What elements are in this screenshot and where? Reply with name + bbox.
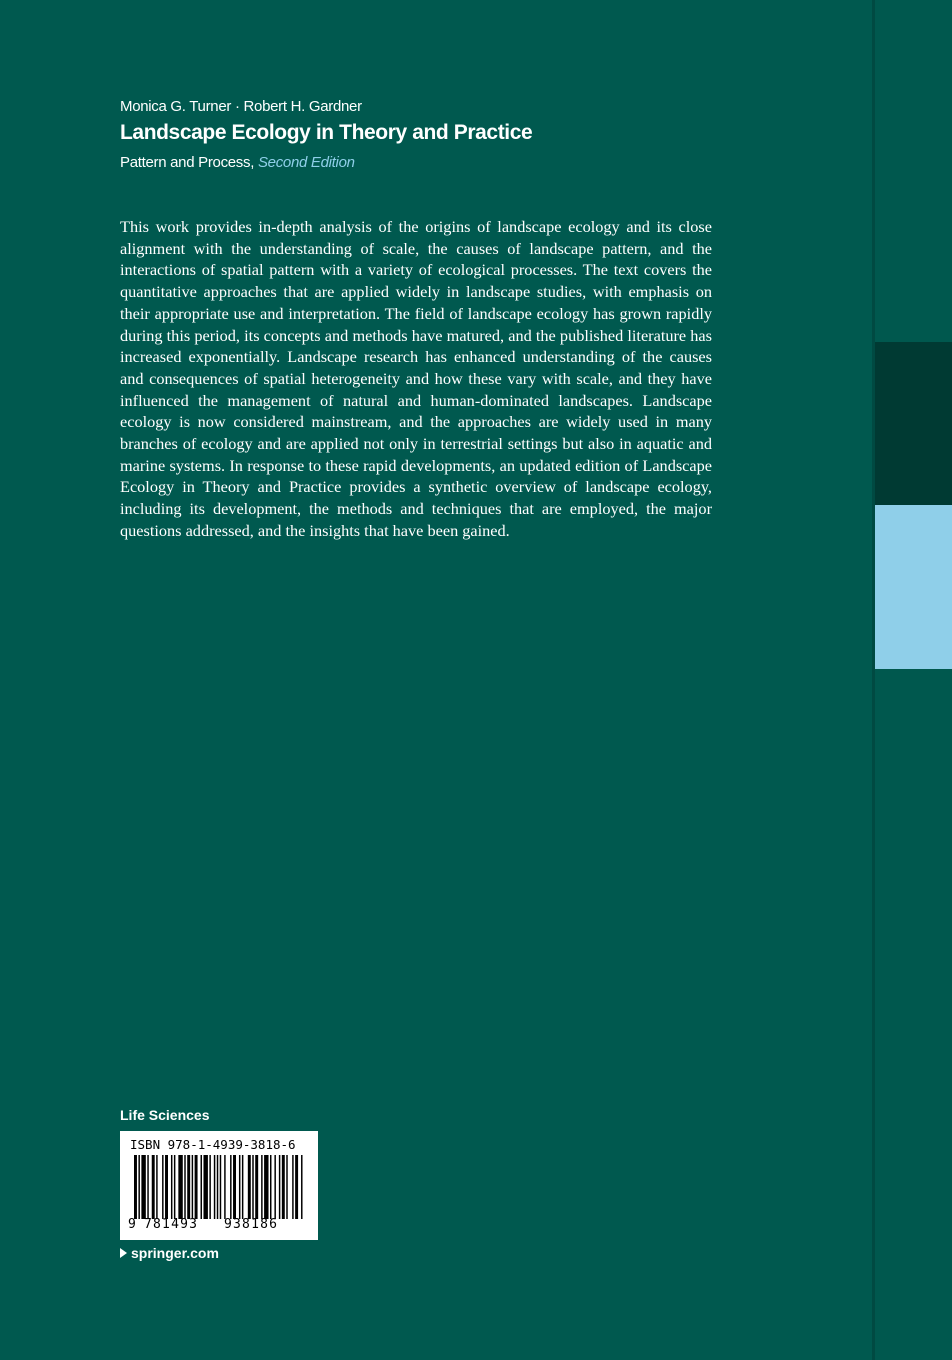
barcode-bar — [261, 1155, 262, 1219]
barcode-bar — [233, 1155, 236, 1219]
edition-label: Second Edition — [257, 154, 355, 171]
barcode-bar — [214, 1155, 215, 1219]
barcode-bar — [264, 1155, 268, 1219]
barcode-bar — [147, 1155, 148, 1219]
barcode-bar — [292, 1155, 293, 1219]
barcode-bar — [152, 1155, 155, 1219]
isbn-label: ISBN 978-1-4939-3818-6 — [130, 1137, 296, 1152]
side-band-dark-block — [875, 342, 952, 505]
barcode-bar — [270, 1155, 271, 1219]
barcode-bar — [138, 1155, 139, 1219]
publisher-label: springer.com — [131, 1245, 219, 1261]
barcode-bar — [203, 1155, 207, 1219]
barcode-bar — [187, 1155, 190, 1219]
barcode-first-digit: 9 — [128, 1217, 138, 1232]
barcode-bar — [248, 1155, 251, 1219]
barcode-bar — [220, 1155, 221, 1219]
barcode-bar — [239, 1155, 240, 1219]
book-authors: Monica G. Turner · Robert H. Gardner — [120, 98, 362, 115]
barcode-bar — [295, 1155, 298, 1219]
book-description: This work provides in-depth analysis of the origins of landscape ecology and its close alignment with the understanding of scale, the causes of landscape pattern, and the interactions of spatial pattern with a variety of ecological processes. The text covers the quantitative approaches that are applied widely in landscape studies, with emphasis on their appropriate use and interpretation. The field of landscape ecology has grown rapidly during this period, its concepts and methods have matured, and the published literature has increased exponentially. Landscape research has enhanced understanding of the causes and consequences of spatial heterogeneity and how these vary with scale, and they have influenced the management of natural and human-dominated landscapes. Landscape ecology is now considered mainstream, and the approaches are widely used in many branches of ecology and are applied not only in terrestrial settings but also in aquatic and marine systems. In response to these rapid developments, an updated edition of Landscape Ecology in Theory and Practice provides a synthetic overview of landscape ecology, including its development, the methods and techniques that are employed, the major questions addressed, and the insights that have been gained. — [120, 217, 712, 540]
barcode-bar — [162, 1155, 163, 1219]
book-title: Landscape Ecology in Theory and Practice — [120, 121, 533, 144]
subtitle-main: Pattern and Process, — [120, 154, 255, 171]
barcode-bar — [255, 1155, 258, 1219]
barcode-bar — [242, 1155, 243, 1219]
side-color-band — [875, 0, 952, 1360]
barcode-bar — [195, 1155, 198, 1219]
barcode-bar — [274, 1155, 275, 1219]
barcode-bar — [171, 1155, 172, 1219]
arrow-right-icon — [120, 1248, 127, 1258]
isbn-barcode-panel — [120, 1131, 318, 1240]
barcode-bar — [134, 1155, 137, 1219]
barcode-bar — [217, 1155, 218, 1219]
barcode-bar — [279, 1155, 280, 1219]
barcode-left-digits: 781493 — [144, 1217, 199, 1232]
barcode-bar — [224, 1155, 225, 1219]
side-band-light-block — [875, 505, 952, 669]
barcode-bar — [178, 1155, 182, 1219]
barcode-bar — [156, 1155, 157, 1219]
barcode-bar — [286, 1155, 287, 1219]
barcode-bar — [184, 1155, 185, 1219]
barcode-icon — [134, 1155, 304, 1219]
book-subtitle — [120, 154, 355, 171]
publisher-link[interactable] — [120, 1245, 219, 1261]
barcode-right-digits: 938186 — [224, 1217, 279, 1232]
barcode-bar — [141, 1155, 145, 1219]
barcode-bar — [209, 1155, 210, 1219]
barcode-bar — [301, 1155, 302, 1219]
barcode-bar — [165, 1155, 168, 1219]
barcode-bar — [282, 1155, 285, 1219]
barcode-bar — [230, 1155, 231, 1219]
subject-category: Life Sciences — [120, 1107, 210, 1123]
barcode-bar — [201, 1155, 202, 1219]
barcode-bar — [192, 1155, 193, 1219]
barcode-bar — [252, 1155, 253, 1219]
barcode-bar — [174, 1155, 175, 1219]
